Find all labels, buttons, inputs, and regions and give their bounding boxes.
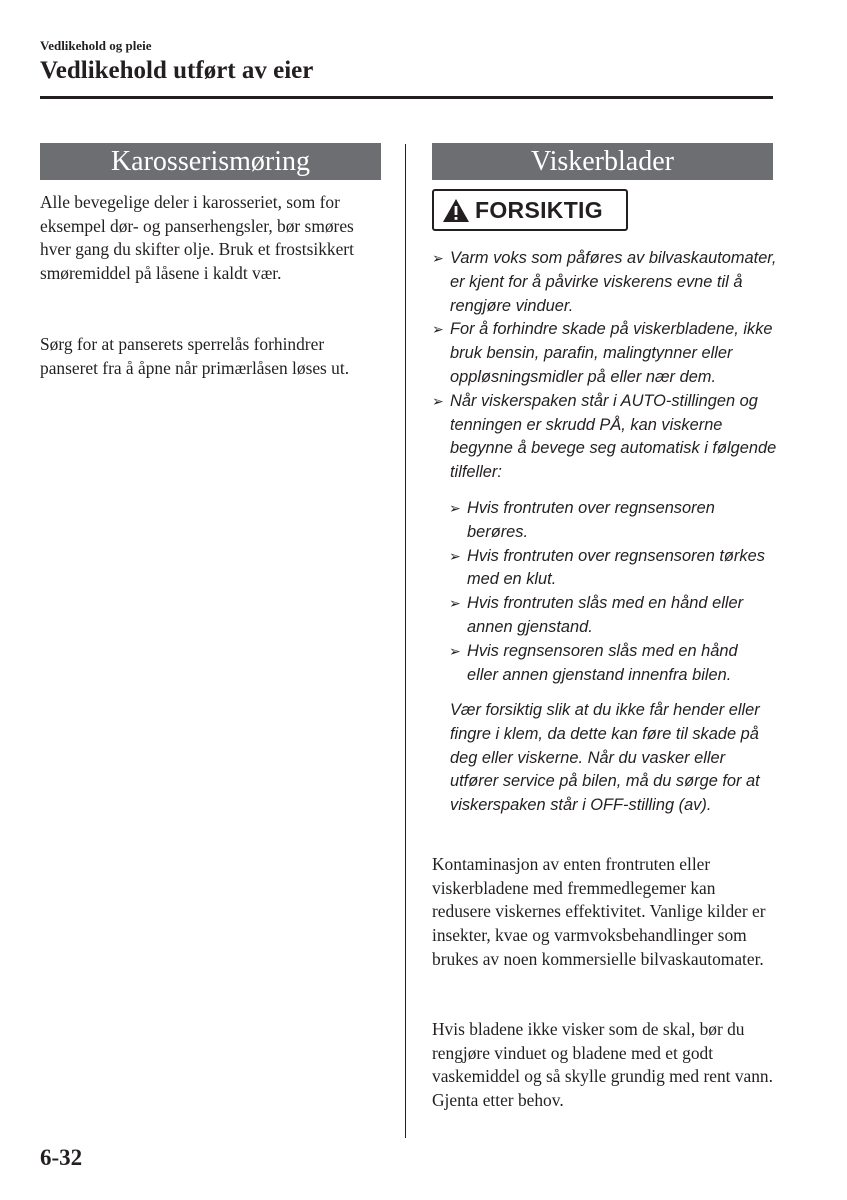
section-label: Vedlikehold og pleie bbox=[40, 38, 152, 53]
caution-subitem-text: Hvis frontruten over regnsensoren berøres. bbox=[467, 499, 715, 541]
title-divider bbox=[40, 96, 773, 99]
caution-sublist bbox=[449, 497, 769, 687]
right-paragraph-2: Hvis bladene ikke visker som de skal, bør du rengjøre vinduet og bladene med et godt vaskemiddel og så skylle grundig med rent vann. Gjenta etter behov. bbox=[432, 1019, 773, 1111]
list-item bbox=[449, 640, 769, 688]
caution-subitem-text: Hvis frontruten slås med en hånd eller annen gjenstand. bbox=[467, 594, 744, 636]
list-item bbox=[432, 318, 777, 389]
arrow-bullet-icon: ➢ bbox=[432, 321, 444, 338]
right-heading: Viskerblader bbox=[531, 146, 674, 177]
arrow-bullet-icon: ➢ bbox=[449, 642, 461, 659]
list-item bbox=[449, 545, 769, 593]
caution-item-text: For å forhindre skade på viskerbladene, ikke bruk bensin, parafin, malingtynner eller oppløsningsmidler på eller nær dem. bbox=[450, 320, 773, 386]
arrow-bullet-icon: ➢ bbox=[449, 500, 461, 516]
caution-subitem-text: Hvis frontruten over regnsensoren tørkes med en klut. bbox=[467, 546, 765, 589]
left-paragraph-2: Sørg for at panserets sperrelås forhindrer panseret fra å åpne når primærlåsen løses ut. bbox=[40, 334, 350, 378]
list-item bbox=[449, 592, 769, 640]
caution-box bbox=[432, 189, 628, 231]
caution-subitem-text: Hvis regnsensoren slås med en hånd eller annen gjenstand innenfra bilen. bbox=[467, 641, 738, 684]
left-heading-bar bbox=[40, 143, 381, 180]
page-number: 6-32 bbox=[40, 1145, 83, 1170]
caution-label: FORSIKTIG bbox=[475, 196, 603, 223]
page-title: Vedlikehold utført av eier bbox=[40, 57, 314, 84]
list-item bbox=[432, 247, 777, 318]
column-divider bbox=[405, 144, 406, 1138]
left-heading: Karosserismøring bbox=[110, 146, 311, 177]
list-item bbox=[449, 497, 769, 545]
caution-item-text: Når viskerspaken står i AUTO-stillingen og tenningen er skrudd PÅ, kan viskerne begynne å bevege seg automatisk i følgende tilfeller: bbox=[450, 391, 777, 482]
arrow-bullet-icon: ➢ bbox=[449, 595, 461, 612]
arrow-bullet-icon: ➢ bbox=[449, 547, 461, 564]
warning-triangle-icon bbox=[442, 198, 470, 223]
caution-item-text: Varm voks som påføres av bilvaskautomater, er kjent for å påvirke viskerens evne til å rengjøre vinduer. bbox=[450, 249, 777, 315]
right-paragraph-1: Kontaminasjon av enten frontruten eller viskerbladene med fremmedlegemer kan redusere viskernes effektivitet. Vanlige kilder er insekter, kvae og varmvoksbehandlinger som brukes av noen kommersielle bilvaskautomater. bbox=[432, 854, 766, 969]
left-paragraph-1: Alle bevegelige deler i karosseriet, som for eksempel dør- og panserhengsler, bør smøres hver gang du skifter olje. Bruk et frostsikkert smøremiddel på låsene i kaldt vær. bbox=[40, 192, 354, 284]
caution-note: Vær forsiktig slik at du ikke får hender eller fingre i klem, da dette kan føre til skade på deg eller viskerne. Når du vasker eller utfører service på bilen, må du sørge for at viskerspaken står i OFF-stilling (av). bbox=[450, 701, 760, 815]
right-heading-bar bbox=[432, 143, 773, 180]
arrow-bullet-icon: ➢ bbox=[432, 250, 444, 266]
arrow-bullet-icon: ➢ bbox=[432, 392, 444, 409]
caution-list bbox=[432, 247, 777, 485]
list-item bbox=[432, 390, 777, 485]
